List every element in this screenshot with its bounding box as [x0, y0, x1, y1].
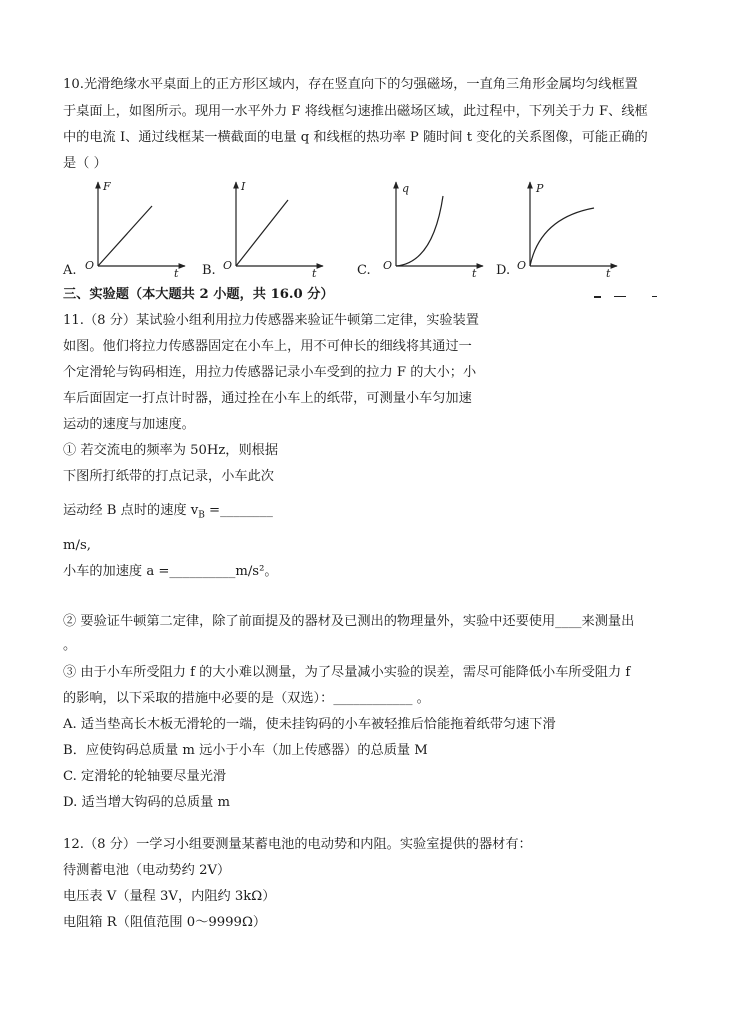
velocity-prompt: 运动经 B 点时的速度 v [63, 503, 199, 518]
dash-mark [652, 296, 657, 297]
q10-line-2: 于桌面上，如图所示。现用一水平外力 F 将线框匀速推出磁场区域，此过程中，下列关于力 F、线框 [63, 104, 648, 119]
q12-line-2: 待测蓄电池（电动势约 2V） [63, 863, 231, 878]
x-axis-label: t [606, 267, 611, 280]
q11-intro-4: 车后面固定一打点计时器，通过拴在小车上的纸带，可测量小车匀加速 [63, 391, 472, 406]
q11-part1-c [63, 502, 273, 525]
concave-up-curve [396, 196, 443, 266]
concave-down-curve [530, 208, 594, 266]
q11-intro-3: 个定滑轮与钩码相连，用拉力传感器记录小车受到的拉力 F 的大小；小 [63, 365, 477, 380]
y-axis-label: I [241, 180, 246, 193]
graph-option-d [512, 178, 662, 278]
y-axis-label: P [536, 182, 544, 195]
q11-part1-d: m/s, [63, 538, 91, 553]
q11-choice-c: C. 定滑轮的轮轴要尽量光滑 [63, 769, 227, 784]
origin-label: O [85, 259, 95, 272]
section-heading: 三、实验题（本大题共 2 小题，共 16.0 分） [63, 287, 334, 302]
origin-label: O [223, 259, 233, 272]
q11-intro-2: 如图。他们将拉力传感器固定在小车上，用不可伸长的细线将其通过一 [63, 339, 472, 354]
q11-choice-d: D. 适当增大钩码的总质量 m [63, 795, 231, 810]
x-axis-label: t [174, 267, 179, 280]
origin-label: O [383, 259, 393, 272]
q12-line-1: 12.（8 分）一学习小组要测量某蓄电池的电动势和内阻。实验室提供的器材有： [63, 837, 532, 852]
q10-line-1: 10.光滑绝缘水平桌面上的正方形区域内，存在竖直向下的匀强磁场，一直角三角形金属均匀线框置 [63, 77, 638, 92]
q11-part1-a: ① 若交流电的频率为 50Hz，则根据 [63, 443, 279, 458]
q10-line-3: 中的电流 I、通过线框某一横截面的电量 q 和线框的热功率 P 随时间 t 变化的关系图像，可能正确的 [63, 130, 648, 145]
dash-mark [594, 296, 601, 298]
x-axis-label: t [472, 267, 477, 280]
q11-part2-a[interactable]: ② 要验证牛顿第二定律，除了前面提及的器材及已测出的物理量外，实验中还要使用____来测量出 [63, 614, 635, 629]
q11-choice-a: A. 适当垫高长木板无滑轮的一端，使未挂钩码的小车被轻推后恰能拖着纸带匀速下滑 [63, 717, 556, 732]
q11-intro-1: 11.（8 分）某试验小组利用拉力传感器来验证牛顿第二定律，实验装置 [63, 313, 479, 328]
q11-choice-b: B．应使钩码总质量 m 远小于小车（加上传感器）的总质量 M [63, 743, 428, 758]
q11-part3-a: ③ 由于小车所受阻力 f 的大小难以测量，为了尽量减小实验的误差，需尽可能降低小车所受阻力 f [63, 665, 631, 680]
velocity-subscript: B [198, 510, 205, 521]
y-axis-label: q [402, 182, 410, 195]
q11-part2-b: 。 [63, 638, 77, 653]
q10-line-4: 是（ ） [63, 156, 107, 171]
y-axis-label: F [103, 180, 111, 193]
option-d-letter: D. [496, 263, 511, 278]
option-b-letter: B. [202, 263, 216, 278]
origin-label: O [517, 259, 527, 272]
q11-part1-b: 下图所打纸带的打点记录，小车此次 [63, 469, 274, 484]
q12-line-4: 电阻箱 R（阻值范围 0～9999Ω） [63, 915, 267, 930]
graph-option-b [218, 178, 368, 278]
velocity-blank[interactable]: =________ [204, 503, 273, 518]
linear-curve [98, 206, 152, 266]
q11-intro-5: 运动的速度与加速度。 [63, 417, 195, 432]
dash-mark [614, 296, 626, 297]
option-a-letter: A. [63, 263, 77, 278]
option-c-letter: C. [357, 263, 371, 278]
q12-line-3: 电压表 V（量程 3V，内阻约 3kΩ） [63, 889, 276, 904]
q11-part1-e[interactable]: 小车的加速度 a =__________m/s²。 [63, 564, 278, 579]
x-axis-label: t [312, 267, 317, 280]
q11-part3-b[interactable]: 的影响，以下采取的措施中必要的是（双选）：____________ 。 [63, 691, 430, 706]
linear-curve [236, 200, 288, 266]
